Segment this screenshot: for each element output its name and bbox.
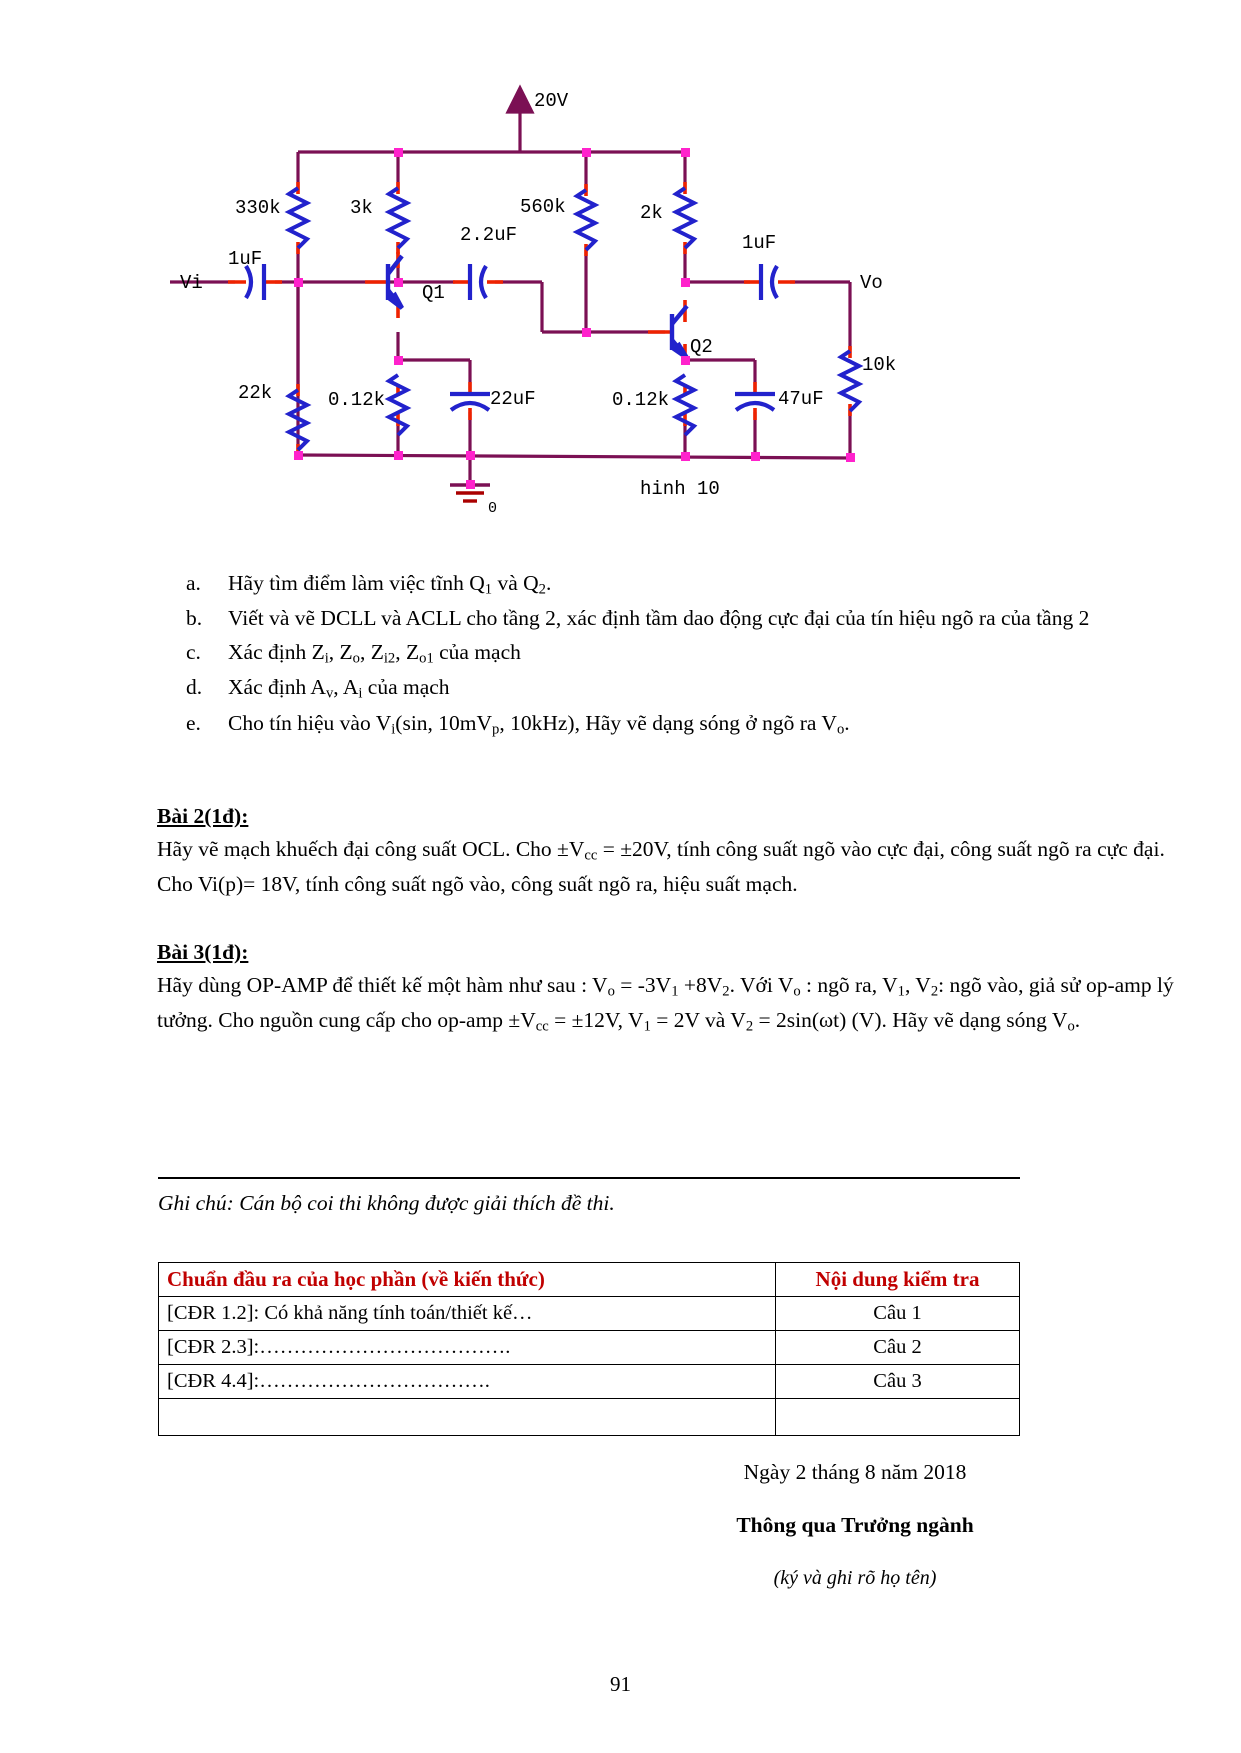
label-c22uf-coupling: 2.2uF (460, 224, 518, 246)
table-header-cell: Nội dung kiểm tra (776, 1263, 1020, 1297)
label-ground: 0 (488, 500, 498, 517)
label-r330k: 330k (235, 197, 281, 219)
criteria-table (158, 1262, 1020, 1436)
label-vi: Vi (180, 272, 203, 294)
list-marker: b. (186, 606, 203, 631)
label-supply: 20V (534, 90, 569, 112)
list-marker: d. (186, 675, 203, 700)
bai2-title: Bài 2(1đ): (157, 804, 249, 828)
list-text: Viết và vẽ DCLL và ACLL cho tầng 2, xác định tầm dao động cực đại của tín hiệu ngõ ra của tầng 2 (228, 606, 1090, 631)
list-item (186, 672, 1186, 705)
table-cell: [CĐR 2.3]:………………………………. (159, 1331, 776, 1365)
label-figure: hinh 10 (640, 478, 720, 500)
resistor-10k (841, 351, 859, 411)
label-r10k: 10k (862, 354, 897, 376)
list-marker: c. (186, 640, 201, 665)
table-cell: [CĐR 4.4]:……………………………. (159, 1365, 776, 1399)
table-cell: Câu 3 (776, 1365, 1020, 1399)
list-marker: a. (186, 571, 201, 595)
signature-role: Thông qua Trưởng ngành (736, 1513, 974, 1537)
section-bai2 (157, 800, 1179, 900)
label-c22uf: 22uF (490, 388, 536, 410)
signature-hint: (ký và ghi rõ họ tên) (773, 1567, 937, 1589)
list-text: Xác định $Z_i$, $Z_o$, $Z_{i2}$, $Z_{o1}$ của mạch (228, 640, 521, 667)
table-cell (159, 1399, 776, 1436)
label-vo: Vo (860, 272, 883, 294)
label-re1: 0.12k (328, 389, 386, 411)
horizontal-divider (158, 1177, 1020, 1179)
resistor-560k (577, 190, 595, 250)
table-header-row (159, 1263, 1020, 1297)
capacitor-coupling (470, 264, 486, 300)
bai2-line2: Cho Vi(p)= 18V, tính công suất ngõ vào, công suất ngõ ra, hiệu suất mạch. (157, 871, 798, 896)
capacitor-22uf (450, 394, 490, 410)
resistor-3k (389, 188, 407, 248)
label-r560k: 560k (520, 196, 566, 218)
table-row (159, 1331, 1020, 1365)
list-item (186, 568, 1186, 601)
question-list (186, 568, 1186, 743)
list-item (186, 708, 1186, 741)
list-text: Hãy tìm điểm làm việc tĩnh $Q_1$ và $Q_2$. (228, 571, 552, 598)
bai3-title: Bài 3(1đ): (157, 940, 249, 964)
resistor-330k (289, 188, 307, 248)
table-row (159, 1399, 1020, 1436)
label-cout: 1uF (742, 232, 777, 254)
table-row (159, 1365, 1020, 1399)
exam-note: Ghi chú: Cán bộ coi thi không được giải thích đề thi. (158, 1191, 615, 1215)
bai3-line1: Hãy dùng OP-AMP để thiết kế một hàm như sau : $V_o = -3V_1 +8V_2$. Với $V_o$ : ngõ ra, $V_1$, $V_2$: ngõ vào, giả sử op-amp lý tưởng. Cho nguồn cung cấp cho $op-amp \pm V_{cc} = \pm 12V$, $V_1 = 2V$ và $V_2 = 2\sin(\omega t)$ (V). Hãy vẽ dạng sóng $V_o$. (157, 973, 1174, 1035)
label-r3k: 3k (350, 197, 373, 219)
table-cell: [CĐR 1.2]: Có khả năng tính toán/thiết kế… (159, 1297, 776, 1331)
label-r2k: 2k (640, 202, 663, 224)
label-re2: 0.12k (612, 389, 670, 411)
table-header-cell: Chuẩn đầu ra của học phần (về kiến thức) (159, 1263, 776, 1297)
list-text: Xác định $A_v$, $A_i$ của mạch (228, 675, 450, 703)
bai2-line1: Hãy vẽ mạch khuếch đại công suất OCL. Cho $\pm V_{cc} = \pm 20V$, tính công suất ngõ vào cực đại, công suất ngõ ra cực đại. (157, 837, 1165, 864)
table-cell (776, 1399, 1020, 1436)
table-cell: Câu 1 (776, 1297, 1020, 1331)
table-cell: Câu 2 (776, 1331, 1020, 1365)
label-q1: Q1 (422, 282, 445, 304)
list-text: Cho tín hiệu vào $V_i(\sin$, $10mV_p$, 10kHz), Hãy vẽ dạng sóng ở ngõ ra $V_o$. (228, 710, 850, 738)
section-bai3 (157, 936, 1179, 1038)
list-item (186, 637, 1186, 670)
page-number: 91 (610, 1672, 631, 1696)
supply-arrow (508, 88, 532, 112)
list-item (186, 603, 1186, 635)
capacitor-output (761, 264, 777, 300)
label-cin: 1uF (228, 248, 263, 270)
label-c47uf: 47uF (778, 388, 824, 410)
signature-date: Ngày 2 tháng 8 năm 2018 (743, 1460, 967, 1484)
list-marker: e. (186, 710, 201, 735)
resistor-2k (676, 188, 694, 248)
table-row (159, 1297, 1020, 1331)
label-q2: Q2 (690, 336, 713, 358)
circuit-nodes (294, 148, 855, 489)
label-r22k: 22k (238, 382, 273, 404)
circuit-diagram (150, 60, 1090, 530)
capacitor-47uf (735, 394, 775, 410)
